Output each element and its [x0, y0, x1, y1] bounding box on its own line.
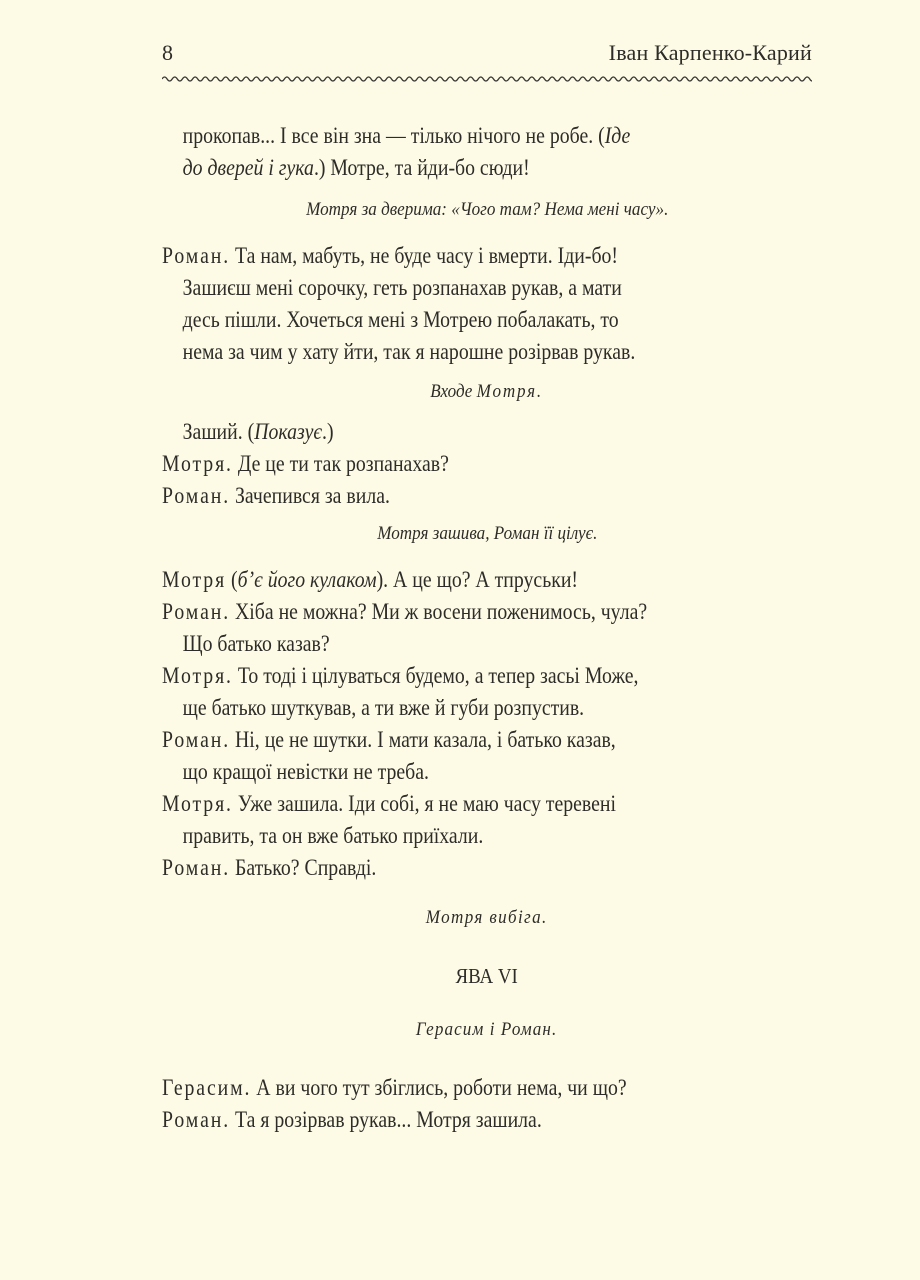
dialogue-line: Роман. Ні, це не шутки. І мати казала, і батько казав, — [162, 727, 616, 752]
scene-heading: ЯВА VI — [455, 964, 519, 988]
play-text — [162, 120, 812, 1136]
dialogue-line: Роман. Хіба не можна? Ми ж восени поженимось, чула? — [162, 599, 648, 624]
text-line: десь пішли. Хочеться мені з Мотрею побалакать, то — [182, 307, 619, 332]
text-line: прокопав... І все він зна — тілько нічого не робе. (Іде — [182, 123, 631, 148]
dialogue-line: Мотря. То тоді і цілуваться будемо, а тепер засьі Може, — [162, 663, 639, 688]
dialogue-line: Мотря (б’є його кулаком). А це що? А тпруськи! — [162, 567, 578, 592]
dialogue-line: Роман. Та я розірвав рукав... Мотря зашила. — [162, 1107, 542, 1132]
text-line: що кращої невістки не треба. — [182, 759, 429, 784]
running-title: Іван Карпенко-Карий — [608, 40, 812, 65]
speaker-name: Роман. — [162, 727, 231, 752]
text-line: Що батько казав? — [182, 631, 330, 656]
stage-direction: Мотря зашива, Роман її цілує. — [376, 523, 598, 544]
speaker-name: Герасим. — [162, 1075, 252, 1100]
speaker-name: Роман. — [162, 1107, 231, 1132]
speaker-name: Роман. — [162, 243, 231, 268]
speaker-name: Мотря — [162, 567, 227, 592]
dialogue-line: Роман. Та нам, мабуть, не буде часу і вмерти. Іди-бо! — [162, 243, 619, 268]
dialogue-line: Роман. Зачепився за вила. — [162, 483, 390, 508]
speaker-name: Роман. — [162, 855, 231, 880]
stage-direction: Входе Мотря. — [430, 381, 544, 402]
speaker-name: Мотря. — [162, 791, 233, 816]
stage-direction: Мотря вибіга. — [426, 907, 548, 928]
text-line: нема за чим у хату йти, так я нарошне розірвав рукав. — [182, 339, 636, 364]
text-line: до дверей і гука.) Мотре, та йди-бо сюди! — [182, 155, 530, 180]
page-number: 8 — [162, 40, 173, 65]
stage-direction: Мотря за дверима: «Чого там? Нема мені часу». — [305, 199, 669, 220]
page-header — [162, 40, 812, 74]
dialogue-line: Мотря. Уже зашила. Іди собі, я не маю часу теревені — [162, 791, 616, 816]
stage-direction: Герасим і Роман. — [416, 1019, 558, 1040]
text-line: ще батько шуткував, а ти вже й губи розпустив. — [182, 695, 585, 720]
text-line: править, та он вже батько приїхали. — [182, 823, 484, 848]
speaker-name: Мотря. — [162, 451, 233, 476]
speaker-name: Роман. — [162, 599, 231, 624]
dialogue-line: Герасим. А ви чого тут збіглись, роботи нема, чи що? — [162, 1075, 627, 1100]
dialogue-line: Роман. Батько? Справді. — [162, 855, 377, 880]
speaker-name: Мотря. — [162, 663, 233, 688]
speaker-name: Роман. — [162, 483, 231, 508]
text-line: Зашиєш мені сорочку, геть розпанахав рукав, а мати — [182, 275, 622, 300]
dialogue-line: Мотря. Де це ти так розпанахав? — [162, 451, 449, 476]
wavy-divider — [162, 74, 812, 84]
text-line: Заший. (Показує.) — [182, 419, 334, 444]
